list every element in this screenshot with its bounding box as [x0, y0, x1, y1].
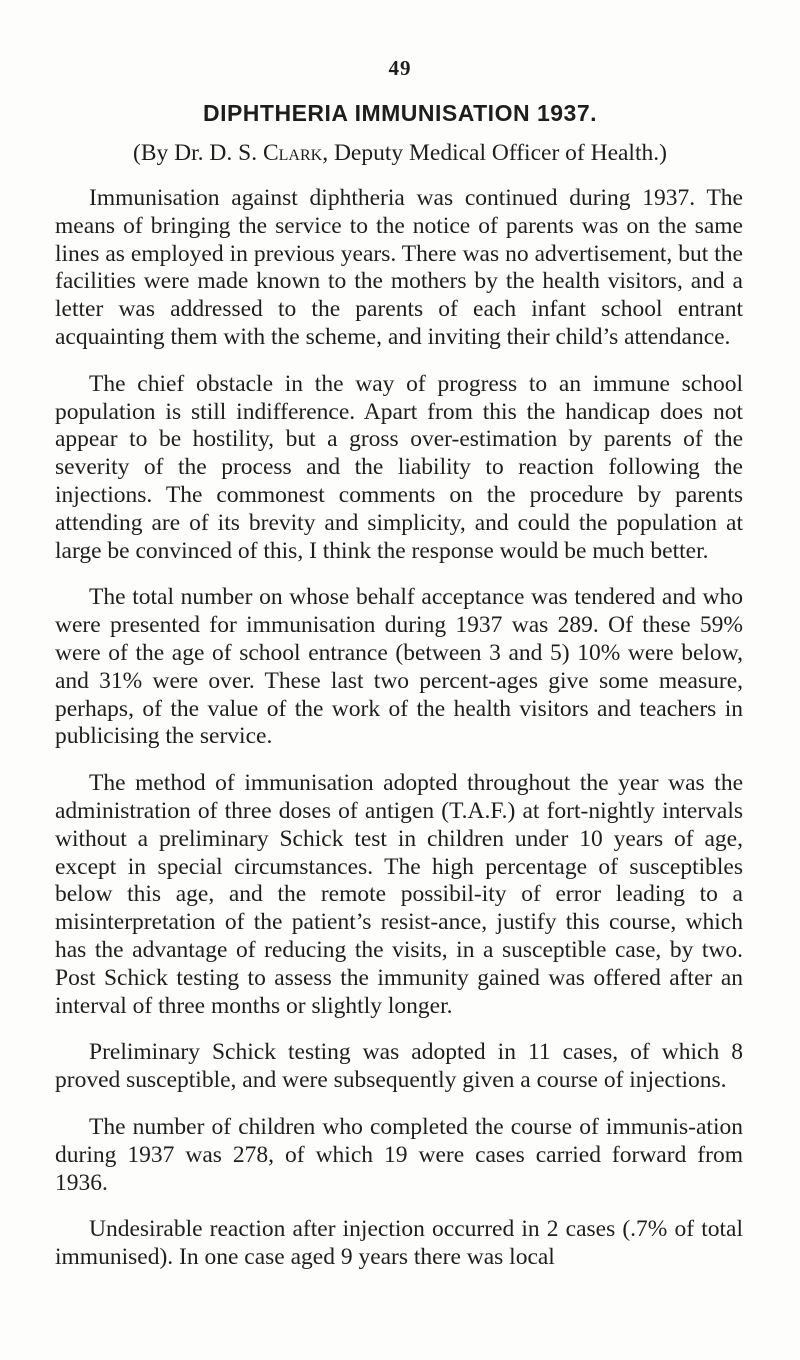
byline-author: Clark — [262, 140, 323, 166]
paragraph-chief-obstacle: The chief obstacle in the way of progress to an immune school population is still indifference. Apart from this the handicap does not appear to be hostility, but a gross over-estimation by parents of the severity of the process and the liability to reaction following the injections. The commonest comments on the procedure by parents attending are of its brevity and simplicity, and could the population at large be convinced of this, I think the response would be much better. — [55, 370, 743, 564]
paragraph-total-number: The total number on whose behalf acceptance was tendered and who were presented for immunisation during 1937 was 289. Of these 59% were of the age of school entrance (between 3 and 5) 10% were below, and 31% were over. These last two percent-ages give some measure, perhaps, of the value of the work of the health visitors and teachers in publicising the service. — [55, 584, 743, 750]
page-number: 49 — [388, 56, 412, 80]
paragraph-preliminary-schick: Preliminary Schick testing was adopted in 11 cases, of which 8 proved susceptible, and were subsequently given a course of injections. — [55, 1039, 743, 1094]
paragraph-completed-course: The number of children who completed the course of immunis-ation during 1937 was 278, of which 19 were cases carried forward from 1936. — [55, 1113, 743, 1196]
byline-prefix: (By Dr. D. S. — [133, 140, 263, 166]
body-text — [55, 185, 743, 1291]
paragraph-immunisation-continued: Immunisation against diphtheria was continued during 1937. The means of bringing the service to the notice of parents was on the same lines as employed in previous years. There was no advertisement, but the facilities were made known to the mothers by the health visitors, and a letter was addressed to the parents of each infant school entrant acquainting them with the scheme, and inviting their child’s attendance. — [55, 185, 743, 350]
paragraph-method: The method of immunisation adopted throughout the year was the administration of three doses of antigen (T.A.F.) at fort-nightly intervals without a preliminary Schick test in children under 10 years of age, except in special circumstances. The high percentage of susceptibles below this age, and the remote possibil-ity of error leading to a misinterpretation of the patient’s resist-ance, justify this course, which has the advantage of reducing the visits, in a susceptible case, by two. Post Schick testing to assess the immunity gained was offered after an interval of three months or slightly longer. — [55, 770, 743, 1019]
paragraph-undesirable-reaction: Undesirable reaction after injection occurred in 2 cases (.7% of total immunised). In one case aged 9 years there was local — [55, 1216, 743, 1271]
author-byline — [0, 140, 800, 167]
page-title: DIPHTHERIA IMMUNISATION 1937. — [202, 100, 598, 126]
byline-suffix: , Deputy Medical Officer of Health.) — [322, 140, 667, 166]
